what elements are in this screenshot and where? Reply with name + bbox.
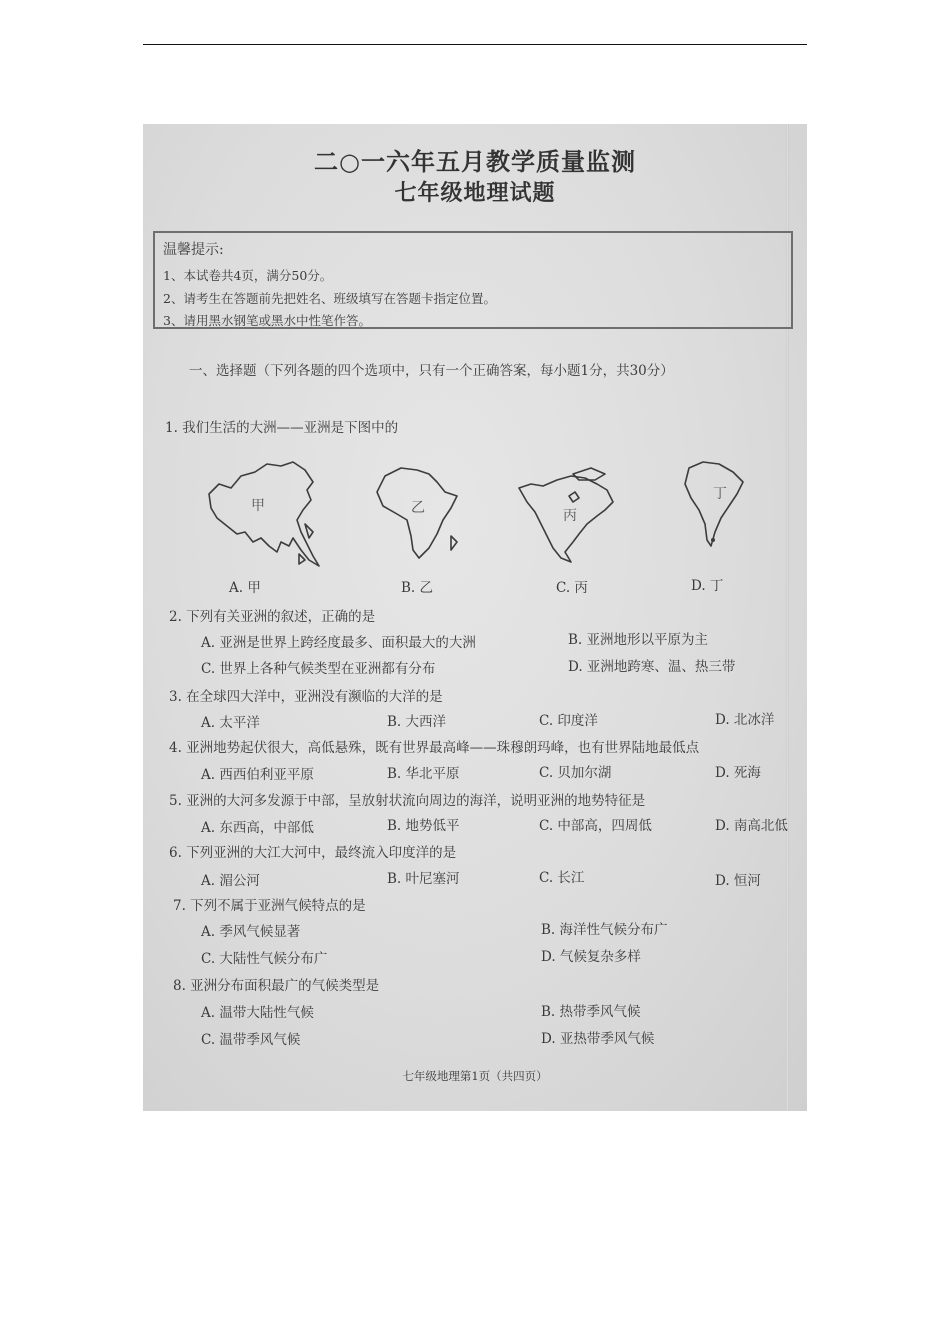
section-heading: 一、选择题（下列各题的四个选项中，只有一个正确答案，每小题1分，共30分） [189,363,674,379]
exam-title: 二○一六年五月教学质量监测 [314,147,636,176]
question-stem: 3. 在全球四大洋中，亚洲没有濒临的大洋的是 [169,689,443,705]
asia-map-icon [201,454,329,574]
option-c: C. 温带季风气候 [201,1032,301,1048]
option-d: D. 恒河 [715,873,761,889]
question-stem: 5. 亚洲的大河多发源于中部，呈放射状流向周边的海洋，说明亚洲的地势特征是 [169,793,646,809]
option-d: D. 北冰洋 [715,712,775,728]
tips-box [153,231,793,329]
exam-subtitle: 七年级地理试题 [394,180,556,206]
option-b: B. 热带季风气候 [541,1004,641,1020]
option-a: A. 太平洋 [201,715,260,731]
tips-heading: 温馨提示: [163,242,224,258]
map-label-jia: 甲 [251,498,265,514]
option-c: C. 长江 [539,870,585,886]
question-stem: 1. 我们生活的大洲——亚洲是下图中的 [165,420,399,436]
map-label-ding: 丁 [713,486,727,502]
option-b: B. 叶尼塞河 [387,871,460,887]
question-stem: 7. 下列不属于亚洲气候特点的是 [173,898,366,914]
option-b: B. 华北平原 [387,766,460,782]
question-stem: 2. 下列有关亚洲的叙述，正确的是 [169,609,376,625]
option-c: C. 大陆性气候分布广 [201,951,328,967]
option-a: A. 东西高，中部低 [201,820,314,836]
option-c: C. 世界上各种气候类型在亚洲都有分布 [201,661,436,677]
question-stem: 6. 下列亚洲的大江大河中，最终流入印度洋的是 [169,845,457,861]
tip-item: 2、请考生在答题前先把姓名、班级填写在答题卡指定位置。 [163,291,496,306]
question-stem: 8. 亚洲分布面积最广的气候类型是 [173,978,380,994]
option-d: D. 丁 [691,578,724,594]
page-footer: 七年级地理第1页（共四页） [402,1069,548,1083]
option-b: B. 大西洋 [387,714,447,730]
question-stem: 4. 亚洲地势起伏很大，高低悬殊，既有世界最高峰——珠穆朗玛峰，也有世界陆地最低点 [169,740,700,756]
tip-item: 1、本试卷共4页，满分50分。 [163,268,333,283]
option-d: D. 亚洲地跨寒、温、热三带 [568,659,736,675]
option-d: D. 南高北低 [715,818,788,834]
map-label-yi: 乙 [411,500,425,516]
option-b: B. 海洋性气候分布广 [541,922,668,938]
option-a: A. 亚洲是世界上跨经度最多、面积最大的大洲 [201,635,476,651]
option-a: A. 西西伯利亚平原 [201,767,314,783]
option-d: D. 死海 [715,765,761,781]
option-a: A. 季风气候显著 [201,924,301,940]
option-d: D. 气候复杂多样 [541,949,641,965]
tip-item: 3、请用黑水钢笔或黑水中性笔作答。 [163,313,371,328]
africa-map-icon [371,462,467,562]
map-label-bing: 丙 [563,508,577,524]
option-a: A. 温带大陆性气候 [201,1005,314,1021]
option-a: A. 湄公河 [201,873,260,889]
option-c: C. 印度洋 [539,713,598,729]
scanned-exam-page [143,124,807,1111]
header-rule [143,44,807,45]
option-c: C. 贝加尔湖 [539,765,612,781]
option-c: C. 丙 [556,580,588,596]
option-a: A. 甲 [229,580,261,596]
option-c: C. 中部高，四周低 [539,818,652,834]
option-d: D. 亚热带季风气候 [541,1031,655,1047]
option-b: B. 乙 [401,580,434,596]
option-b: B. 地势低平 [387,818,460,834]
option-b: B. 亚洲地形以平原为主 [568,632,709,648]
south-america-map-icon [679,458,751,554]
north-america-map-icon [513,466,625,566]
